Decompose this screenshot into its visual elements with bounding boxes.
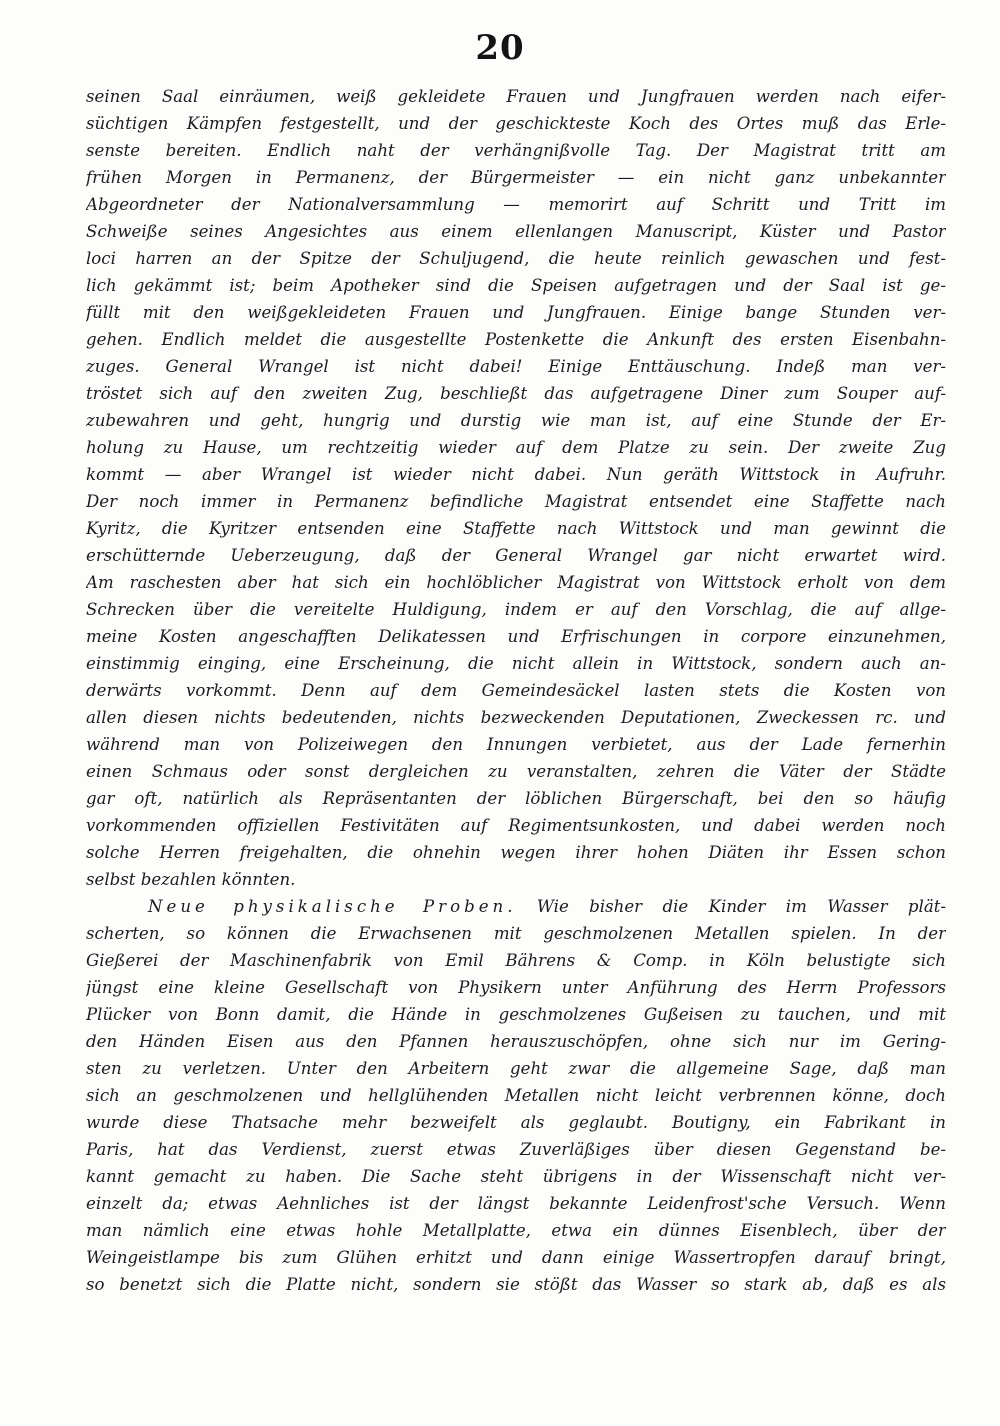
text-line: scherten, so können die Erwachsenen mit geschmolzenen Metallen spielen. In der [86,924,946,943]
text-line: holung zu Hause, um rechtzeitig wieder auf dem Platze zu sein. Der zweite Zug [86,438,946,457]
text-line: einzelt da; etwas Aehnliches ist der längst bekannte Leidenfrost'sche Versuch. Wenn [86,1194,946,1213]
text-line: erschütternde Ueberzeugung, daß der General Wrangel gar nicht erwartet wird. [86,546,946,565]
text-line: einstimmig einging, eine Erscheinung, die nicht allein in Wittstock, sondern auch an- [86,654,946,673]
text-line: vorkommenden offiziellen Festivitäten auf Regimentsunkosten, und dabei werden noch [86,816,946,835]
paragraph-1 [86,83,946,893]
text-line: zuges. General Wrangel ist nicht dabei! Einige Enttäuschung. Indeß man ver- [86,357,946,376]
text-line: zubewahren und geht, hungrig und durstig wie man ist, auf eine Stunde der Er- [86,411,946,430]
text-line: sich an geschmolzenen und hellglühenden Metallen nicht leicht verbrennen könne, doch [86,1086,946,1105]
text-line: gehen. Endlich meldet die ausgestellte Postenkette die Ankunft des ersten Eisenbahn- [86,330,946,349]
text-line: süchtigen Kämpfen festgestellt, und der geschickteste Koch des Ortes muß das Erle- [86,114,946,133]
text-line: loci harren an der Spitze der Schuljugend, die heute reinlich gewaschen und fest- [86,249,946,268]
page-number: 20 [475,28,525,68]
text-line: Schweiße seines Angesichtes aus einem ellenlangen Manuscript, Küster und Pastor [86,222,946,241]
text-line: tröstet sich auf den zweiten Zug, beschließt das aufgetragene Diner zum Souper auf- [86,384,946,403]
text-line: Schrecken über die vereitelte Huldigung, indem er auf den Vorschlag, die auf allge- [86,600,946,619]
text-line: einen Schmaus oder sonst dergleichen zu veranstalten, zehren die Väter der Städte [86,762,946,781]
text-line: kannt gemacht zu haben. Die Sache steht übrigens in der Wissenschaft nicht ver- [86,1167,946,1186]
text-line: meine Kosten angeschafften Delikatessen und Erfrischungen in corpore einzunehmen, [86,627,946,646]
text-line: füllt mit den weißgekleideten Frauen und Jungfrauen. Einige bange Stunden ver- [86,303,946,322]
text-line: so benetzt sich die Platte nicht, sondern sie stößt das Wasser so stark ab, daß es als [86,1275,946,1294]
text-line: man nämlich eine etwas hohle Metallplatte, etwa ein dünnes Eisenblech, über der [86,1221,946,1240]
text-line: den Händen Eisen aus den Pfannen herauszuschöpfen, ohne sich nur im Gering- [86,1032,946,1051]
text-line: Kyritz, die Kyritzer entsenden eine Staffette nach Wittstock und man gewinnt die [86,519,946,538]
text-line: während man von Polizeiwegen den Innungen verbietet, aus der Lade fernerhin [86,735,946,754]
paragraph-2 [86,893,946,1298]
text-line: Paris, hat das Verdienst, zuerst etwas Zuverläßiges über diesen Gegenstand be- [86,1140,946,1159]
text-line: allen diesen nichts bedeutenden, nichts bezweckenden Deputationen, Zweckessen rc. und [86,708,946,727]
section-heading: Neue physikalische Proben. [148,897,517,916]
paragraph-first-line [86,893,946,920]
text-line: Weingeistlampe bis zum Glühen erhitzt und dann einige Wassertropfen darauf bringt, [86,1248,946,1267]
text-line: Abgeordneter der Nationalversammlung — memorirt auf Schritt und Tritt im [86,195,946,214]
text-line: Plücker von Bonn damit, die Hände in geschmolzenes Gußeisen zu tauchen, und mit [86,1005,946,1024]
text-line: solche Herren freigehalten, die ohnehin wegen ihrer hohen Diäten ihr Essen schon [86,843,946,862]
text-line: seinen Saal einräumen, weiß gekleidete Frauen und Jungfrauen werden nach eifer- [86,87,946,106]
text-line: lich gekämmt ist; beim Apotheker sind die Speisen aufgetragen und der Saal ist ge- [86,276,946,295]
text-line: jüngst eine kleine Gesellschaft von Physikern unter Anführung des Herrn Professors [86,978,946,997]
text-line: Gießerei der Maschinenfabrik von Emil Bährens & Comp. in Köln belustigte sich [86,951,946,970]
text-line: kommt — aber Wrangel ist wieder nicht dabei. Nun geräth Wittstock in Aufruhr. [86,465,946,484]
text-line: Am raschesten aber hat sich ein hochlöblicher Magistrat von Wittstock erholt von dem [86,573,946,592]
text-line: selbst bezahlen könnten. [86,870,296,889]
text-line: derwärts vorkommt. Denn auf dem Gemeindesäckel lasten stets die Kosten von [86,681,946,700]
body-text [86,83,946,1298]
text-line: frühen Morgen in Permanenz, der Bürgermeister — ein nicht ganz unbekannter [86,168,946,187]
text-line: gar oft, natürlich als Repräsentanten der löblichen Bürgerschaft, bei den so häufig [86,789,946,808]
text-line: senste bereiten. Endlich naht der verhängnißvolle Tag. Der Magistrat tritt am [86,141,946,160]
text-fragment: Wie bisher die Kinder im Wasser plät- [536,897,946,916]
text-line: Der noch immer in Permanenz befindliche Magistrat entsendet eine Staffette nach [86,492,946,511]
text-line: wurde diese Thatsache mehr bezweifelt als geglaubt. Boutigny, ein Fabrikant in [86,1113,946,1132]
text-line: sten zu verletzen. Unter den Arbeitern geht zwar die allgemeine Sage, daß man [86,1059,946,1078]
